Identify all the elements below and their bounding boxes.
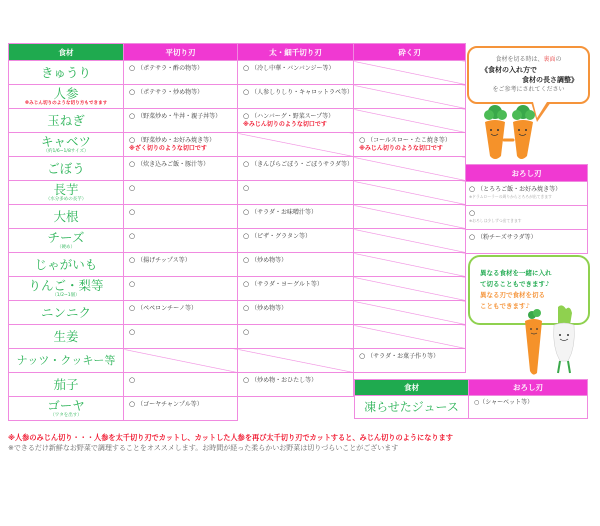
table-row bbox=[9, 133, 466, 157]
available-mark: ○ bbox=[469, 209, 476, 217]
header-crush-blade: 砕く刃 bbox=[354, 44, 466, 61]
tip-line-1: 異なる食材を一緒に入れ bbox=[480, 269, 552, 277]
available-mark: ○ bbox=[243, 232, 250, 240]
crush-cell-unavailable bbox=[354, 181, 466, 205]
footnotes bbox=[8, 432, 600, 453]
crush-cell-unavailable bbox=[354, 301, 466, 325]
crush-cell: ○ （サラダ・お菓子作り等） bbox=[354, 349, 466, 373]
table-row bbox=[9, 109, 466, 133]
available-mark: ○ bbox=[243, 160, 250, 168]
food-name: キャベツ （約1/6~1/8サイズ） bbox=[9, 133, 124, 157]
tip-line-4: こともできます♪ bbox=[480, 302, 530, 310]
available-mark: ○ bbox=[469, 233, 476, 241]
available-mark: ○ bbox=[359, 352, 366, 360]
thick-cell-unavailable bbox=[238, 133, 354, 157]
available-mark: ○ bbox=[474, 399, 480, 406]
freshness-footnote: ※できるだけ新鮮なお野菜で調理することをオススメします。お時間が経った柔らかいお野菜は切りづらいことがございます bbox=[8, 444, 399, 452]
food-note: （水分多めの長芋） bbox=[45, 196, 87, 202]
food-note: （硬め） bbox=[57, 244, 75, 250]
food-note: （ワタを出す） bbox=[50, 412, 82, 418]
callout-line-3: 食材の長さ調整》 bbox=[522, 76, 578, 84]
blade-usage-table bbox=[8, 43, 466, 421]
food-name: 長芋 （水分多めの長芋） bbox=[9, 181, 124, 205]
thick-cell: ○ （きんぴらごぼう・ごぼうサラダ等） bbox=[238, 157, 354, 181]
table-row bbox=[9, 205, 466, 229]
available-mark: ○ bbox=[243, 112, 250, 120]
table-row bbox=[9, 349, 466, 373]
reference-callout bbox=[467, 46, 590, 104]
flat-cell-unavailable bbox=[124, 349, 238, 373]
thick-cell: ○ （ピザ・グラタン等） bbox=[238, 229, 354, 253]
crush-cell-unavailable bbox=[354, 205, 466, 229]
available-mark: ○ bbox=[129, 88, 136, 96]
available-mark: ○ bbox=[129, 112, 136, 120]
crush-cell-unavailable bbox=[354, 277, 466, 301]
callout-line-4: をご参考にされてください bbox=[492, 86, 565, 93]
table-row bbox=[9, 277, 466, 301]
juice-header-food: 食材 bbox=[355, 380, 469, 396]
food-name: 生姜 bbox=[9, 325, 124, 349]
table-row bbox=[9, 301, 466, 325]
header-thick-thin-blade: 太・細千切り刃 bbox=[238, 44, 354, 61]
table-header-row bbox=[9, 44, 466, 61]
food-name: きゅうり bbox=[9, 61, 124, 85]
flat-cell bbox=[124, 181, 238, 205]
flat-cell bbox=[124, 205, 238, 229]
food-note: （約1/6~1/8サイズ） bbox=[43, 148, 89, 154]
table-row bbox=[9, 325, 466, 349]
flat-cell: ○ （揚げチップス等） bbox=[124, 253, 238, 277]
food-name: りんご・梨等 （1/2~1個） bbox=[9, 277, 124, 301]
available-mark: ○ bbox=[243, 256, 250, 264]
available-mark: ○ bbox=[129, 376, 136, 384]
available-mark: ○ bbox=[129, 160, 136, 168]
flat-cell bbox=[124, 325, 238, 349]
food-name: 大根 bbox=[9, 205, 124, 229]
table-row bbox=[9, 253, 466, 277]
thick-cell: ○ （炒め物等） bbox=[238, 253, 354, 277]
callout-line-1: 食材を切る時は、裏面の bbox=[495, 56, 562, 63]
available-mark: ○ bbox=[129, 136, 136, 144]
flat-cell bbox=[124, 373, 238, 397]
carrot-characters-icon bbox=[475, 104, 550, 162]
food-name: 茄子 bbox=[9, 373, 124, 397]
thick-cell: ○ （サラダ・ヨーグルト等） bbox=[238, 277, 354, 301]
crush-cell-unavailable bbox=[354, 253, 466, 277]
grater-row: ○ （粉チーズサラダ等） bbox=[466, 230, 588, 254]
available-mark: ○ bbox=[129, 280, 136, 288]
crush-cell: ○ （コールスロー・たこ焼き等） ※みじん切りのような切口です bbox=[354, 133, 466, 157]
thick-cell: ○ （ハンバーグ・野菜スープ等） ※みじん切りのような切口です bbox=[238, 109, 354, 133]
flat-cell: ○ （野菜炒め・お好み焼き等） ※ざく切りのような切口です bbox=[124, 133, 238, 157]
available-mark: ○ bbox=[129, 184, 136, 192]
crush-cell-unavailable bbox=[354, 61, 466, 85]
flat-cell bbox=[124, 277, 238, 301]
cut-note: ※ざく切りのような切口です bbox=[129, 145, 207, 152]
available-mark: ○ bbox=[359, 136, 366, 144]
flat-cell: ○ （炊き込みご飯・豚汁等） bbox=[124, 157, 238, 181]
food-name: ゴーヤ （ワタを出す） bbox=[9, 397, 124, 421]
available-mark: ○ bbox=[129, 64, 136, 72]
food-name: 凍らせたジュース bbox=[355, 396, 469, 419]
juice-header-grater: おろし刃 bbox=[469, 380, 588, 396]
juice-row: 凍らせたジュース ○（シャーベット等） bbox=[355, 396, 588, 419]
flat-cell: ○ （野菜炒め・牛丼・親子丼等） bbox=[124, 109, 238, 133]
thick-cell: ○ （人参しりしり・キャロットラペ等） bbox=[238, 85, 354, 109]
crush-cell-unavailable bbox=[354, 157, 466, 181]
thick-cell: ○ （炒め物等） bbox=[238, 301, 354, 325]
available-mark: ○ bbox=[129, 400, 136, 408]
available-mark: ○ bbox=[243, 304, 250, 312]
table-row bbox=[9, 61, 466, 85]
grater-row: ○ （とろろご飯・お好み焼き等） ※ドラムローラーの周りからとろろが出てきます bbox=[466, 182, 588, 206]
frozen-juice-table bbox=[354, 379, 588, 419]
available-mark: ○ bbox=[243, 328, 250, 336]
carrot-and-daikon-characters-icon bbox=[520, 305, 590, 377]
food-name: チーズ （硬め） bbox=[9, 229, 124, 253]
grater-row: ○ ※おろしは少しずつ出てきます bbox=[466, 206, 588, 230]
flat-cell: ○ （ポテサラ・酢の物等） bbox=[124, 61, 238, 85]
available-mark: ○ bbox=[129, 304, 136, 312]
table-row bbox=[9, 229, 466, 253]
thick-cell: ○ （サラダ・お味噌汁等） bbox=[238, 205, 354, 229]
food-name: ナッツ・クッキー等 bbox=[9, 349, 124, 373]
available-mark: ○ bbox=[243, 208, 250, 216]
header-grater-blade: おろし刃 bbox=[466, 165, 588, 182]
food-name: 玉ねぎ bbox=[9, 109, 124, 133]
table-row bbox=[9, 157, 466, 181]
available-mark: ○ bbox=[129, 256, 136, 264]
food-note: ※みじん切りのような切り方もできます bbox=[24, 100, 108, 106]
flat-cell: ○ （ゴーヤチャンプル等） bbox=[124, 397, 238, 421]
available-mark: ○ bbox=[129, 328, 136, 336]
food-note: （1/2~1個） bbox=[52, 292, 80, 298]
available-mark: ○ bbox=[243, 184, 250, 192]
crush-cell-unavailable bbox=[354, 229, 466, 253]
food-name: 人参 ※みじん切りのような切り方もできます bbox=[9, 85, 124, 109]
thick-cell bbox=[238, 181, 354, 205]
thick-cell: ○ （冷し中華・バンバンジー等） bbox=[238, 61, 354, 85]
available-mark: ○ bbox=[243, 88, 250, 96]
thick-cell bbox=[238, 325, 354, 349]
thick-cell-unavailable bbox=[238, 349, 354, 373]
available-mark: ○ bbox=[243, 280, 250, 288]
available-mark: ○ bbox=[243, 376, 250, 384]
food-name: ごぼう bbox=[9, 157, 124, 181]
mince-footnote: ※人参のみじん切り・・・人参を太千切り刃でカットし、カットした人参を再び太千切り刃でカットすると、みじん切りのようになります bbox=[8, 433, 453, 442]
crush-cell-unavailable bbox=[354, 85, 466, 109]
tip-line-2: て切ることもできます♪ bbox=[480, 280, 550, 288]
flat-cell: ○ （ペペロンチーノ等） bbox=[124, 301, 238, 325]
crush-cell-unavailable bbox=[354, 325, 466, 349]
table-row bbox=[9, 181, 466, 205]
header-food: 食材 bbox=[9, 44, 124, 61]
thick-cell: ○ （炒め物・おひたし等） bbox=[238, 373, 354, 397]
available-mark: ○ bbox=[469, 185, 476, 193]
flat-cell: ○ （ポテサラ・炒め物等） bbox=[124, 85, 238, 109]
table-row bbox=[9, 85, 466, 109]
callout-line-2: 《食材の入れ方で bbox=[481, 66, 537, 74]
crush-cell-unavailable bbox=[354, 109, 466, 133]
available-mark: ○ bbox=[129, 232, 136, 240]
food-name: じゃがいも bbox=[9, 253, 124, 277]
food-name: ニンニク bbox=[9, 301, 124, 325]
cut-note: ※みじん切りのような切口です bbox=[243, 121, 327, 128]
available-mark: ○ bbox=[129, 208, 136, 216]
flat-cell bbox=[124, 229, 238, 253]
available-mark: ○ bbox=[243, 64, 250, 72]
grater-blade-table bbox=[465, 164, 588, 254]
cut-note: ※みじん切りのような切口です bbox=[359, 145, 443, 152]
header-flat-blade: 平切り刃 bbox=[124, 44, 238, 61]
tip-line-3: 異なる刃で食材を切る bbox=[480, 291, 545, 299]
